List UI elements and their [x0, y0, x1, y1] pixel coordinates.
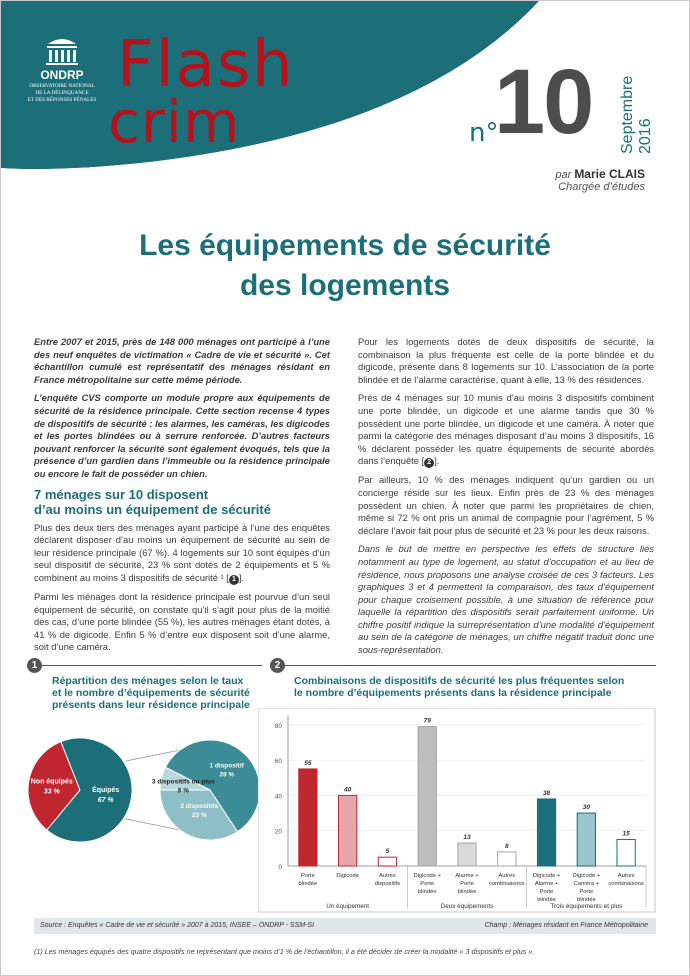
figure-1-badge: 1	[27, 658, 42, 673]
pie-value-label: 33 %	[43, 788, 60, 796]
pie-label: Équipés	[92, 787, 120, 795]
category-label: Caméra +	[573, 881, 600, 887]
figure-1-title-line3: présents dans leur résidence principale	[52, 699, 250, 711]
category-label: Porte	[539, 889, 554, 895]
bar	[299, 769, 317, 866]
issue-label: n°	[469, 118, 499, 148]
category-label: combinaisons	[608, 881, 644, 887]
bar-value-label: 79	[423, 717, 431, 725]
breakdown-value-label: 23 %	[191, 811, 207, 819]
bar	[418, 727, 436, 866]
figure-2-title	[294, 675, 624, 699]
y-tick-label: 80	[274, 722, 282, 730]
body-text-2-end: ].	[434, 455, 440, 467]
category-label: Autres	[379, 873, 396, 879]
figure-2-rule	[285, 665, 656, 666]
bar	[378, 857, 396, 866]
section-heading-line1: 7 ménages sur 10 disposent	[34, 486, 209, 502]
y-tick-label: 0	[278, 864, 282, 871]
body-paragraph-5: Par ailleurs, 10 % des ménages indiquent qu’un gardien ou un concierge réside sur les lieux. Enfin près de 23 % des ménages possèdent un chien. À noter que parmi les propriétaires de chien, même si 72 % ont pris un animal de compagnie pour l’agrément, 5 % déclare l’avoir fait pour plus de sécurité et 23 % pour les deux raisons.	[358, 474, 654, 536]
figure-1-title-line2: et le nombre d’équipements de sécurité	[52, 687, 250, 699]
y-tick-label: 20	[274, 828, 282, 836]
breakdown-value-label: 5 %	[177, 787, 189, 795]
masthead-crim: crim	[108, 88, 241, 156]
bar-value-label: 40	[344, 786, 352, 794]
pie-label: Non équipés	[30, 778, 73, 786]
section-heading	[34, 487, 330, 517]
body-text: Plus des deux tiers des ménages ayant participé à l’une des enquêtes déclarent disposer d’au moins un équipement de sécurité au sein de leur résidence principale (67 %). 4 logements sur 10 sont équipés d’un seul dispositif de sécurité, 23 % sont dotés de 2 équipements et 5 % combinent au moins 3 dispositifs de sécurité ¹ [	[34, 521, 330, 583]
category-label: Digicode +	[413, 873, 442, 879]
logo-line3: ET DES RÉPONSES PÉNALES	[27, 97, 97, 103]
source-bar	[34, 918, 656, 934]
category-label: blindée	[298, 881, 318, 887]
group-label: Un équipement	[326, 903, 370, 910]
author-role: Chargée d’études	[558, 181, 645, 193]
breakdown-label: 1 dispositif	[209, 762, 244, 770]
intro-paragraph-2: L’enquête CVS comporte un module propre aux équipements de sécurité de la résidence principale. Cette section recense 4 types de dispositifs de sécurité : les alarmes, les caméras, les digicodes et les portes blindées ou à serrure renforcée. D’autres facteurs pouvant renforcer la sécurité sont également évoqués, tels que la présence d’un gardien dans l’immeuble ou la résidence principale ou encore le fait de posséder un chien.	[34, 392, 330, 479]
bar	[537, 799, 555, 866]
issue-month: Septembre	[619, 75, 636, 154]
masthead-flash: Flash	[117, 28, 295, 102]
figure-1-pie-chart	[20, 715, 270, 895]
figure-1-title-line1: Répartition des ménages selon le taux	[52, 675, 244, 687]
bar-value-label: 8	[504, 842, 509, 850]
author-by: par	[555, 169, 572, 181]
body-text-end: ].	[238, 571, 245, 583]
body-paragraph-3: Pour les logements dotés de deux dispositifs de sécurité, la combinaison la plus fréquente est celle de la porte blindée et du digicode, présente dans 8 logements sur 10. L’association de la porte blindée et de l’alarme caractérise, quant à elle, 13 % des résidences.	[358, 336, 654, 385]
scope-text: Champ : Ménages résidant en France Métropolitaine	[484, 922, 648, 929]
category-label: Alarme +	[455, 873, 479, 879]
ondrp-logo-icon	[46, 39, 78, 65]
title-line2: des logements	[239, 269, 451, 302]
author-block	[555, 167, 645, 193]
category-label: Porte	[579, 889, 594, 895]
logo-line2: DE LA DÉLINQUANCE	[35, 90, 89, 96]
bar	[498, 852, 516, 866]
issue-number: 10	[494, 51, 593, 153]
category-label: Porte	[420, 881, 435, 887]
column-left	[34, 336, 330, 660]
category-label: Autres	[498, 873, 516, 879]
issue-date	[614, 58, 654, 158]
bar	[339, 795, 357, 866]
group-label: Deux équipements	[440, 903, 494, 910]
breakdown-label: 2 dispositifs	[180, 802, 219, 810]
footnote: (1) Les ménages équipés des quatre dispositifs ne représentant que moins d’1 % de l’échantillon, il a été décider de créer la modalité « 3 dispositifs et plus ».	[34, 947, 535, 956]
category-label: Digicode	[336, 873, 359, 879]
breakdown-label: 3 dispositifs ou plus	[151, 778, 215, 786]
figure-1-title	[52, 675, 250, 711]
column-right	[358, 336, 654, 663]
figure-ref-1[interactable]: 1	[229, 575, 239, 585]
category-label: Alarme +	[534, 881, 559, 887]
category-label: blindée	[417, 889, 437, 895]
source-text: Source : Enquêtes « Cadre de vie et sécurité » 2007 à 2015, INSEE – ONDRP - SSM-SI	[40, 922, 315, 929]
category-label: Porte	[460, 881, 474, 887]
bar-value-label: 13	[463, 834, 471, 842]
category-label: blindée	[576, 897, 596, 903]
figure-2-title-line1: Combinaisons de dispositifs de sécurité les plus fréquentes selon	[294, 675, 625, 687]
figure-2-bar-chart	[258, 708, 656, 913]
category-label: Porte	[300, 873, 315, 879]
figure-2-badge: 2	[270, 658, 285, 673]
body-paragraph-6: Dans le but de mettre en perspective les effets de structure liés notamment au type de logement, au statut d’occupation et au lieu de résidence, nous proposons une analyse croisée de ces 3 facteurs. Les graphiques 3 et 4 permettent la comparaison, des taux d’équipement pour chaque croisement possible, à une situation de référence pour laquelle la répartition des dispositifs serait parfaitement uniforme. Un chiffre positif indique la surreprésentation d’une modalité d’équipement au sein de la catégorie de ménages, un chiffre négatif traduit donc une sous-représentation.	[358, 543, 654, 656]
category-label: Digicode +	[572, 873, 601, 879]
category-label: Autres	[617, 873, 635, 879]
logo-line1: OBSERVATOIRE NATIONAL	[29, 83, 95, 89]
y-tick-label: 40	[274, 793, 282, 801]
bar	[577, 813, 595, 866]
category-label: Digicode +	[532, 873, 561, 879]
category-label: combinaisons	[489, 881, 525, 887]
y-tick-label: 60	[274, 758, 282, 766]
breakdown-value-label: 39 %	[219, 771, 235, 779]
body-paragraph-4	[358, 392, 654, 468]
author-name: Marie CLAIS	[574, 167, 645, 181]
page-title	[0, 226, 690, 306]
body-paragraph-2: Parmi les ménages dont la résidence principale est pourvue d’un seul équipement de sécurité, on constate qu’il s’agit pour plus de la moitié des cas, d’une porte blindée (55 %), les autres ménages étant dotés, à 41 % de digicode. Enfin 5 % d’entre eux disposent soit d’une alarme, soit d’une caméra.	[34, 590, 330, 653]
group-label: Trois équipements et plus	[550, 903, 623, 910]
bar-value-label: 55	[304, 759, 312, 767]
bar-value-label: 38	[542, 789, 551, 797]
bar-value-label: 5	[385, 848, 390, 856]
figure-ref-2[interactable]: 2	[424, 458, 434, 468]
bar	[458, 843, 476, 866]
logo-name: ONDRP	[40, 68, 84, 82]
pie-value-label: 67 %	[97, 797, 114, 805]
intro-paragraph-1: Entre 2007 et 2015, près de 148 000 ménages ont participé à l’une des neuf enquêtes de victimation « Cadre de vie et sécurité ». Cet échantillon cumulé est représentatif des ménages résidant en France métropolitaine sur cette même période.	[34, 336, 330, 385]
category-label: blindée	[537, 897, 556, 903]
title-line1: Les équipements de sécurité	[139, 229, 551, 262]
bar-value-label: 30	[582, 804, 590, 812]
bar	[617, 840, 635, 866]
body-paragraph	[34, 522, 330, 585]
section-heading-line2: d’au moins un équipement de sécurité	[34, 501, 271, 517]
issue-year: 2016	[637, 118, 654, 154]
bar-value-label: 15	[622, 830, 630, 838]
figure-2-title-line2: le nombre d’équipements présents dans la résidence principale	[294, 687, 612, 699]
figure-1-rule	[42, 665, 262, 666]
category-label: dispositifs	[374, 881, 401, 887]
category-label: blindée	[457, 889, 477, 895]
body-text-2: Près de 4 ménages sur 10 munis d’au moins 3 dispositifs combinent une porte blindée, un digicode et une alarme tandis que 30 % possèdent une porte blindée, un digicode et une caméra. À noter que parmi la catégorie des ménages disposant d’au moins 3 dispositifs, 16 % déclarent posséder les quatre équipements de sécurité abordés dans l’enquête [	[358, 392, 654, 467]
